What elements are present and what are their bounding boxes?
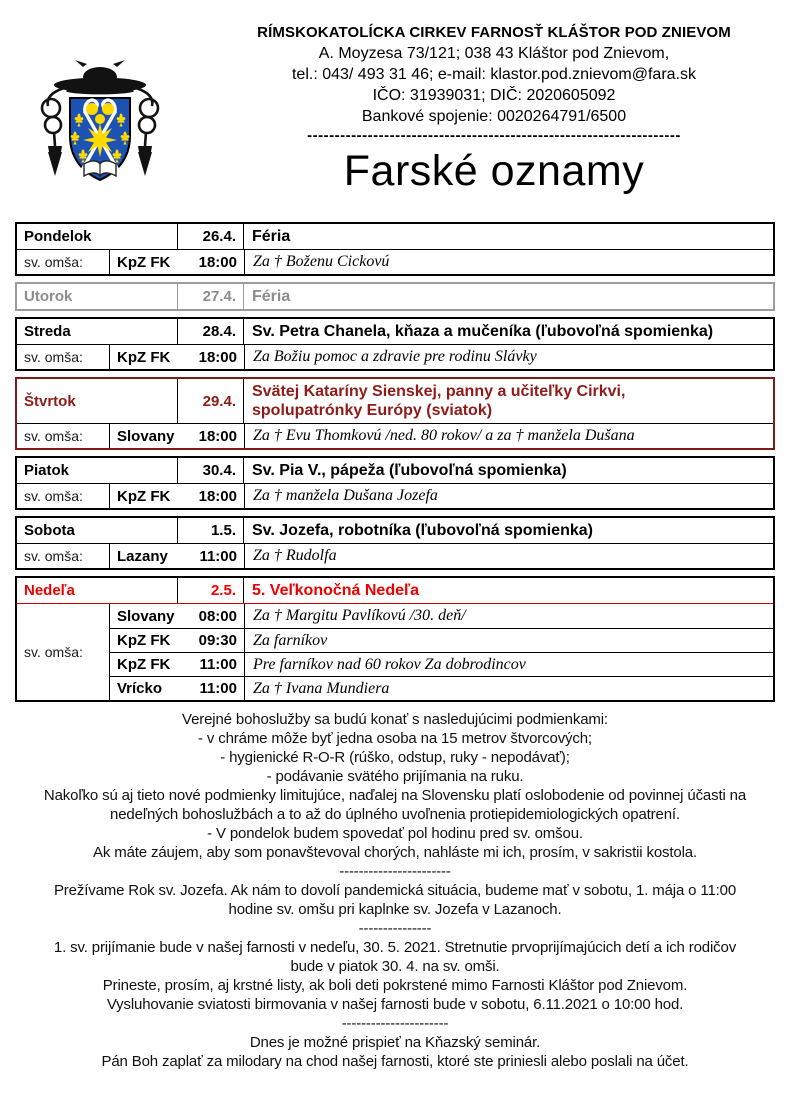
announcement-separator: ---------------------- bbox=[341, 1015, 449, 1032]
mass-row bbox=[109, 424, 773, 448]
letterhead bbox=[0, 0, 790, 222]
announcement-line: Pán Boh zaplať za milodary na chod našej farnosti, ktoré ste priniesli alebo poslali na účet. bbox=[101, 1053, 689, 1070]
mass-location-time bbox=[110, 604, 244, 628]
day-date: 30.4. bbox=[177, 458, 243, 483]
day-name: Piatok bbox=[24, 462, 70, 479]
mass-location: Lazany bbox=[117, 547, 168, 565]
mass-location-time bbox=[110, 677, 244, 700]
mass-intention: Za † Rudolfa bbox=[244, 544, 773, 568]
page-title: Farské oznamy bbox=[343, 147, 645, 195]
mass-location-time bbox=[110, 653, 244, 676]
schedule-day-pondelok bbox=[15, 222, 775, 276]
mass-location-time bbox=[110, 484, 244, 508]
mass-row bbox=[109, 652, 773, 676]
announcement-line: hodine sv. omšu pri kaplnke sv. Jozefa v Lazanoch. bbox=[228, 901, 562, 918]
schedule-day-sobota bbox=[15, 516, 775, 570]
mass-time: 18:00 bbox=[198, 487, 237, 505]
mass-time: 18:00 bbox=[198, 253, 237, 271]
mass-intention: Za † Margitu Pavlíkovú /30. deň/ bbox=[244, 604, 773, 628]
feast-title bbox=[243, 458, 773, 483]
mass-label: sv. omša: bbox=[24, 488, 83, 504]
mass-rows bbox=[109, 345, 773, 369]
mass-group bbox=[17, 249, 773, 274]
mass-location: KpZ FK bbox=[117, 656, 171, 673]
mass-location-time bbox=[110, 424, 244, 448]
mass-intention: Za † manžela Dušana Jozefa bbox=[244, 484, 773, 508]
mass-label: sv. omša: bbox=[24, 644, 83, 660]
day-date: 1.5. bbox=[177, 518, 243, 543]
mass-row bbox=[109, 676, 773, 700]
announcement-line: - podávanie svätého prijímania na ruku. bbox=[266, 768, 524, 785]
mass-location: KpZ FK bbox=[117, 253, 171, 271]
feast-title-text: 5. Veľkonočná Nedeľa bbox=[252, 582, 420, 599]
announcement-line: Nakoľko sú aj tieto nové podmienky limitujúce, naďalej na Slovensku platí oslobodenie od povinnej účasti na bbox=[43, 787, 747, 804]
feast-title-text: Sv. Pia V., pápeža (ľubovoľná spomienka) bbox=[252, 462, 567, 479]
mass-time: 18:00 bbox=[198, 348, 237, 366]
mass-time: 11:00 bbox=[199, 547, 237, 565]
day-header-row bbox=[17, 578, 773, 603]
mass-intention: Za farníkov bbox=[244, 629, 773, 652]
day-date: 2.5. bbox=[177, 578, 243, 603]
mass-intention: Pre farníkov nad 60 rokov Za dobrodincov bbox=[244, 653, 773, 676]
mass-location: KpZ FK bbox=[117, 348, 171, 366]
mass-location-time bbox=[110, 345, 244, 369]
mass-schedule bbox=[0, 222, 790, 702]
day-date: 27.4. bbox=[177, 284, 243, 309]
day-date: 29.4. bbox=[177, 379, 243, 423]
schedule-day-stvrtok bbox=[15, 377, 775, 450]
feast-title bbox=[243, 319, 773, 344]
day-name: Štvrtok bbox=[24, 392, 76, 410]
day-date: 28.4. bbox=[177, 319, 243, 344]
mass-rows bbox=[109, 544, 773, 568]
mass-time: 09:30 bbox=[198, 632, 237, 649]
mass-intention: Za † Ivana Mundiera bbox=[244, 677, 773, 700]
day-name: Streda bbox=[24, 323, 71, 340]
schedule-day-streda bbox=[15, 317, 775, 371]
mass-time: 11:00 bbox=[199, 656, 237, 673]
mass-time: 18:00 bbox=[198, 427, 237, 445]
parish-address: A. Moyzesa 73/121; 038 43 Kláštor pod Znievom, bbox=[318, 45, 670, 62]
feast-title bbox=[243, 224, 773, 249]
mass-time: 08:00 bbox=[198, 607, 237, 625]
mass-group bbox=[17, 344, 773, 369]
feast-title-text: Féria bbox=[252, 228, 291, 245]
day-header-row bbox=[17, 319, 773, 344]
mass-row bbox=[109, 604, 773, 628]
day-name: Nedeľa bbox=[24, 582, 75, 599]
announcement-line: Ak máte záujem, aby som ponavštevoval chorých, nahláste mi ich, prosím, v sakristii kostola. bbox=[93, 844, 697, 861]
mass-row bbox=[109, 484, 773, 508]
feast-title-text: Svätej Kataríny Sienskej, panny a učiteľky Cirkvi, spolupatrónky Európy (sviatok) bbox=[252, 383, 626, 419]
mass-intention: Za † Evu Thomkovú /ned. 80 rokov/ a za † manžela Dušana bbox=[244, 424, 773, 448]
day-header-row bbox=[17, 518, 773, 543]
feast-title-text: Sv. Jozefa, robotníka (ľubovoľná spomienka) bbox=[252, 522, 593, 539]
mass-group bbox=[17, 483, 773, 508]
mass-group bbox=[17, 543, 773, 568]
mass-intention: Za Božiu pomoc a zdravie pre rodinu Slávky bbox=[244, 345, 773, 369]
mass-intention: Za † Boženu Cickovú bbox=[244, 250, 773, 274]
mass-location: Vrícko bbox=[117, 680, 163, 697]
mass-location-time bbox=[110, 629, 244, 652]
mass-row bbox=[109, 628, 773, 652]
announcement-line: Prežívame Rok sv. Jozefa. Ak nám to dovolí pandemická situácia, budeme mať v sobotu, 1. mája o 11:00 bbox=[53, 882, 737, 899]
announcement-separator: --------------- bbox=[358, 920, 432, 937]
parish-bank: Bankové spojenie: 0020264791/6500 bbox=[361, 108, 627, 125]
mass-label: sv. omša: bbox=[24, 254, 83, 270]
mass-location-time bbox=[110, 250, 244, 274]
header-divider: -------------------------------------------------------------------- bbox=[307, 127, 681, 144]
mass-location: Slovany bbox=[117, 607, 175, 625]
day-name: Utorok bbox=[24, 288, 73, 305]
feast-title bbox=[243, 379, 773, 423]
schedule-day-nedela bbox=[15, 576, 775, 702]
mass-row bbox=[109, 250, 773, 274]
mass-rows bbox=[109, 250, 773, 274]
mass-location-time bbox=[110, 544, 244, 568]
announcement-line: - v chráme môže byť jedna osoba na 15 metrov štvorcových; bbox=[198, 730, 592, 747]
day-name: Pondelok bbox=[24, 228, 92, 245]
mass-location: KpZ FK bbox=[117, 487, 171, 505]
mass-time: 11:00 bbox=[199, 680, 237, 697]
feast-title bbox=[243, 284, 773, 309]
mass-group bbox=[17, 423, 773, 448]
parish-contact-block bbox=[198, 22, 790, 196]
day-name: Sobota bbox=[24, 522, 75, 539]
day-header-row bbox=[17, 284, 773, 309]
day-date: 26.4. bbox=[177, 224, 243, 249]
coat-of-arms-icon bbox=[34, 58, 166, 208]
feast-title-text: Sv. Petra Chanela, kňaza a mučeníka (ľubovoľná spomienka) bbox=[252, 323, 714, 340]
day-header-row bbox=[17, 224, 773, 249]
announcement-line: - V pondelok budem spovedať pol hodinu pred sv. omšou. bbox=[207, 825, 583, 842]
mass-row bbox=[109, 345, 773, 369]
parish-phone-email: tel.: 043/ 493 31 46; e-mail: klastor.pod.znievom@fara.sk bbox=[291, 66, 696, 83]
coat-of-arms bbox=[34, 58, 166, 208]
feast-title bbox=[243, 578, 773, 603]
mass-group bbox=[17, 603, 773, 700]
feast-title-text: Féria bbox=[252, 288, 291, 305]
day-header-row bbox=[17, 458, 773, 483]
schedule-day-piatok bbox=[15, 456, 775, 510]
announcement-line: Verejné bohoslužby sa budú konať s nasledujúcimi podmienkami: bbox=[182, 711, 608, 728]
mass-location: Slovany bbox=[117, 427, 175, 445]
announcement-line: Prineste, prosím, aj krstné listy, ak boli deti pokrstené mimo Farnosti Kláštor pod Znievom. bbox=[102, 977, 688, 994]
mass-rows bbox=[109, 484, 773, 508]
day-header-row bbox=[17, 379, 773, 423]
mass-location: KpZ FK bbox=[117, 632, 171, 649]
mass-rows bbox=[109, 604, 773, 700]
mass-rows bbox=[109, 424, 773, 448]
announcement-separator: ----------------------- bbox=[339, 863, 451, 880]
feast-title bbox=[243, 518, 773, 543]
announcement-line: nedeľných bohoslužbách a to až do úplného uvoľnenia protiepidemiologických opatrení. bbox=[110, 806, 680, 823]
announcements bbox=[0, 710, 790, 1071]
announcement-line: 1. sv. prijímanie bude v našej farnosti v nedeľu, 30. 5. 2021. Stretnutie prvoprijímajúcich detí a ich rodičov bbox=[53, 939, 737, 956]
parish-name: RÍMSKOKATOLÍCKA CIRKEV FARNOSŤ KLÁŠTOR POD ZNIEVOM bbox=[257, 24, 731, 41]
announcement-line: bude v piatok 30. 4. na sv. omši. bbox=[290, 958, 500, 975]
schedule-day-utorok bbox=[15, 282, 775, 311]
mass-label: sv. omša: bbox=[24, 548, 83, 564]
mass-label: sv. omša: bbox=[24, 349, 83, 365]
announcement-line: Dnes je možné prispieť na Kňazský seminár. bbox=[249, 1034, 541, 1051]
parish-ico-dic: IČO: 31939031; DIČ: 2020605092 bbox=[372, 87, 616, 104]
mass-row bbox=[109, 544, 773, 568]
announcement-line: Vysluhovanie sviatosti birmovania v našej farnosti bude v sobotu, 6.11.2021 o 10:00 hod. bbox=[106, 996, 684, 1013]
announcement-line: - hygienické R-O-R (rúško, odstup, ruky - nepodávať); bbox=[220, 749, 570, 766]
mass-label: sv. omša: bbox=[24, 428, 83, 444]
